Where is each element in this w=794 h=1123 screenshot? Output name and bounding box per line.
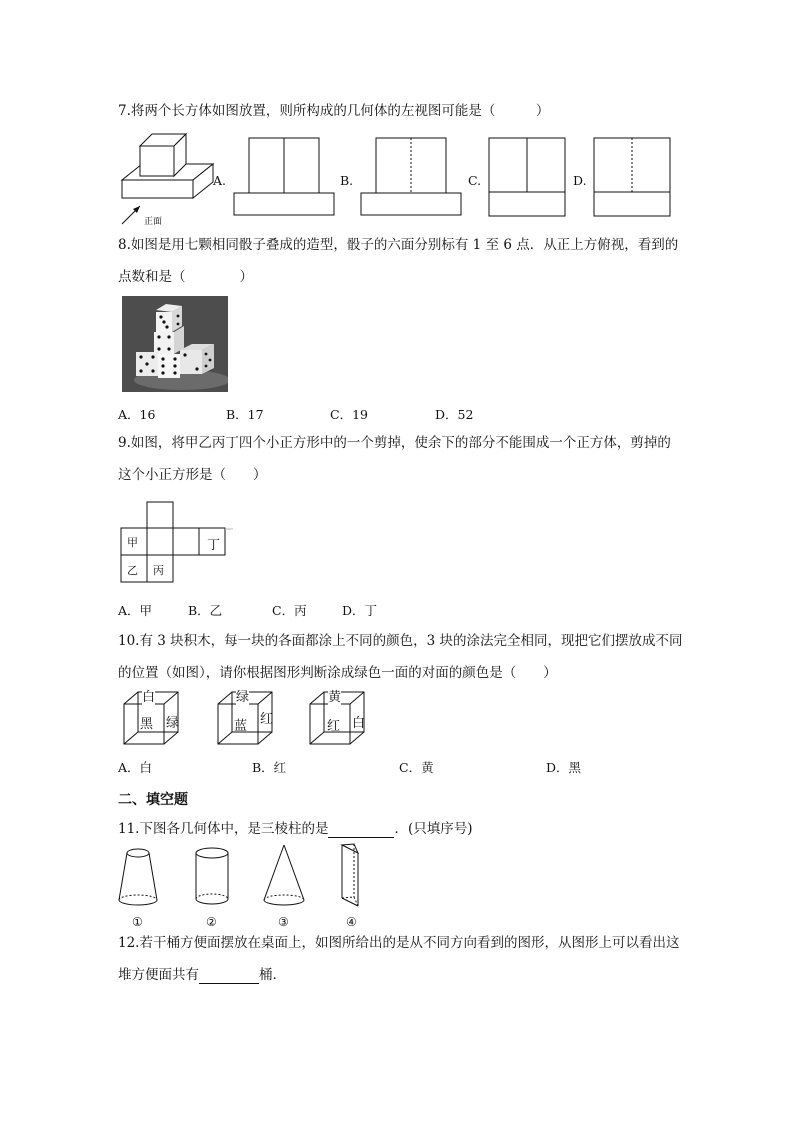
q7-option-d-figure [593,137,671,217]
q7-option-b-label[interactable]: B. [340,173,354,188]
cube3-side: 白 [352,716,366,731]
q10-text-line1: 10.有 3 块积木，每一块的各面都涂上不同的颜色，3 块的涂法完全相同，现把它们摆放成不同 [118,633,683,649]
q11-solids-figure [114,840,374,930]
net-cell-bing[interactable]: 丙 [153,564,164,577]
q12-answer-blank[interactable] [199,969,259,984]
section-title-fill-in: 二、填空题 [118,792,188,808]
cube3-top: 黄 [328,686,341,705]
cube1-side: 绿 [166,716,180,731]
q10-option-a[interactable]: A．白 [118,760,153,775]
q8-option-d[interactable]: D．52 [435,407,474,422]
q11-text [118,820,473,838]
q9-text-line2: 这个小正方形是（ ） [118,467,267,483]
solid-label-3: ③ [278,915,289,929]
q8-text-line2: 点数和是（ ） [118,269,253,285]
q9-text-line1: 9.如图，将甲乙丙丁四个小正方形中的一个剪掉，使余下的部分不能围成一个正方体，剪掉的 [118,435,671,451]
q7-text: 7.将两个长方体如图放置，则所构成的几何体的左视图可能是（ ） [118,103,550,119]
q7-option-c-label[interactable]: C. [468,173,482,188]
q7-option-a-figure [233,137,335,217]
q12-text-after: 桶． [259,967,286,983]
solid-label-1: ① [132,915,143,929]
q10-cubes-figure [120,688,366,750]
q7-option-b-figure [360,137,462,217]
cube3-front: 红 [327,719,341,734]
q12-text-before: 堆方便面共有 [118,967,199,983]
dice-photo [122,296,228,392]
q8-option-c[interactable]: C．19 [330,407,368,422]
q9-option-a[interactable]: A．甲 [118,603,153,618]
q9-option-c[interactable]: C．丙 [272,603,307,618]
net-cell-ding[interactable]: 丁 [207,538,221,553]
q12-text-line2 [118,966,286,984]
q8-option-b[interactable]: B．17 [226,407,264,422]
solid-label-4: ④ [346,915,357,929]
net-cell-jia[interactable]: 甲 [127,536,138,549]
net-cell-yi[interactable]: 乙 [127,564,138,577]
q10-text-line2: 的位置（如图），请你根据图形判断涂成绿色一面的对面的颜色是（ ） [118,665,557,681]
front-label: 正面 [144,217,163,227]
q9-option-b[interactable]: B．乙 [188,603,223,618]
q10-option-b[interactable]: B．红 [252,760,287,775]
q7-solid-figure [118,128,218,228]
q10-option-d[interactable]: D．黑 [546,760,582,775]
q7-option-c-figure [488,137,566,217]
cube2-front: 蓝 [234,719,248,734]
cube1-front: 黑 [140,717,154,732]
q7-option-a-label[interactable]: A. [213,173,227,188]
cube2-top: 绿 [236,686,249,705]
q8-option-a[interactable]: A．16 [118,407,156,422]
solid-label-2: ② [206,915,217,929]
cube1-top: 白 [142,686,155,705]
q12-text-line1: 12.若干桶方便面摆放在桌面上，如图所给出的是从不同方向看到的图形，从图形上可以看出这 [118,935,680,951]
q9-net-figure [120,501,234,583]
q8-text-line1: 8.如图是用七颗相同骰子叠成的造型，骰子的六面分别标有 1 至 6 点．从正上方俯视，看到的 [118,237,679,253]
q7-option-d-label[interactable]: D. [573,173,587,188]
q11-answer-blank[interactable] [328,823,394,838]
q9-option-d[interactable]: D．丁 [342,603,378,618]
q11-text-before: 11.下图各几何体中，是三棱柱的是 [118,821,329,837]
q11-text-after: ．(只填序号) [394,821,473,837]
cube2-side: 红 [260,712,274,727]
q10-option-c[interactable]: C．黄 [399,760,434,775]
